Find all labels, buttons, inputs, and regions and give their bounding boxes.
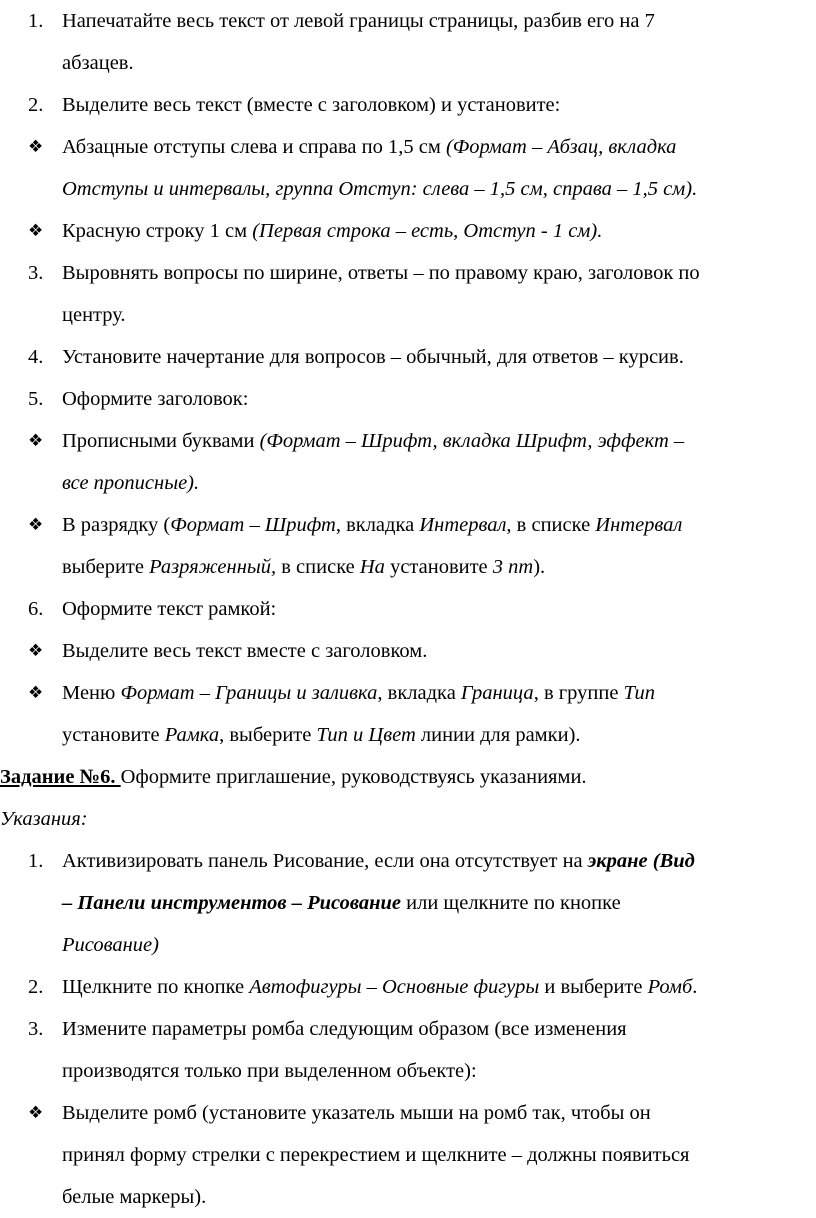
- text-run: Напечатайте весь текст от левой границы страницы, разбив его на 7: [62, 10, 655, 32]
- text-run: На: [359, 556, 385, 578]
- list-item-line: [62, 294, 126, 336]
- text-run: производятся только при выделенном объекте):: [62, 1060, 477, 1082]
- list-item-line: [62, 1176, 206, 1218]
- list-item-line: [62, 546, 545, 588]
- list-item-line: [62, 924, 159, 966]
- text-run: Интервал: [595, 514, 683, 536]
- text-run: все прописные).: [62, 472, 200, 494]
- text-run: Щелкните по кнопке: [62, 976, 250, 998]
- text-run: , вкладка: [377, 682, 461, 704]
- list-item-line: [62, 672, 655, 714]
- text-run: Оформите текст рамкой:: [62, 598, 277, 620]
- text-run: Тип: [623, 682, 655, 704]
- bullet-marker: ❖: [28, 1103, 44, 1123]
- list-number: 1.: [28, 850, 44, 872]
- text-run: принял форму стрелки с перекрестием и щелкните – должны появиться: [62, 1144, 690, 1166]
- list-item-line: [62, 378, 248, 420]
- instructions-label: Указания:: [0, 808, 88, 830]
- list-item-line: [62, 840, 695, 882]
- text-run: экране (Вид: [587, 850, 695, 872]
- text-run: Формат – Границы и заливка: [120, 682, 378, 704]
- bullet-marker: ❖: [28, 683, 44, 703]
- text-run: Отступы и интервалы, группа Отступ: слева – 1,5 см, справа – 1,5 см).: [62, 178, 698, 200]
- text-run: ).: [533, 556, 546, 578]
- list-number: 3.: [28, 1018, 44, 1040]
- list-item-line: [62, 1008, 627, 1050]
- list-number: 1.: [28, 10, 44, 32]
- text-run: Рисование): [62, 934, 159, 956]
- list-number: 2.: [28, 976, 44, 998]
- list-item-line: [62, 1134, 689, 1176]
- list-item-line: [62, 462, 199, 504]
- text-run: Измените параметры ромба следующим образом (все изменения: [62, 1018, 627, 1040]
- text-run: в списке: [276, 556, 360, 578]
- text-run: Тип и Цвет: [316, 724, 416, 746]
- text-run: Установите начертание для вопросов – обычный, для ответов – курсив.: [62, 346, 684, 368]
- text-run: 3 пт: [492, 556, 534, 578]
- list-number: 3.: [28, 262, 44, 284]
- list-item-line: [62, 630, 427, 672]
- text-run: Оформите заголовок:: [62, 388, 249, 410]
- text-run: , вкладка: [335, 514, 420, 536]
- text-run: Абзацные отступы слева и справа по 1,5 см: [62, 136, 446, 158]
- list-item-line: [62, 42, 134, 84]
- list-item-line: [62, 84, 560, 126]
- text-run: (Формат – Абзац, вкладка: [445, 136, 677, 158]
- text-run: Меню: [62, 682, 121, 704]
- text-run: Выровнять вопросы по ширине, ответы – по правому краю, заголовок по: [62, 262, 700, 284]
- bullet-marker: ❖: [28, 137, 44, 157]
- list-item-line: [62, 714, 581, 756]
- text-run: Выделите весь текст вместе с заголовком.: [62, 640, 428, 662]
- text-run: абзацев.: [62, 52, 134, 74]
- text-run: Формат – Шрифт: [170, 514, 336, 536]
- task-heading: [0, 756, 587, 798]
- task-heading-label: Задание №6.: [0, 766, 121, 788]
- text-run: Интервал: [419, 514, 507, 536]
- list-item-line: [62, 1050, 477, 1092]
- text-run: , в списке: [506, 514, 596, 536]
- text-run: В разрядку (: [62, 514, 171, 536]
- text-run: или щелкните по кнопке: [401, 892, 621, 914]
- text-run: Красную строку 1 см: [62, 220, 253, 242]
- list-number: 6.: [28, 598, 44, 620]
- text-run: Выделите весь текст (вместе с заголовком) и установите:: [62, 94, 561, 116]
- text-run: Активизировать панель Рисование, если она отсутствует на: [62, 850, 588, 872]
- text-run: установите: [384, 556, 493, 578]
- text-run: .: [692, 976, 698, 998]
- bullet-marker: ❖: [28, 431, 44, 451]
- list-item-line: [62, 420, 684, 462]
- text-run: Автофигуры – Основные фигуры: [249, 976, 540, 998]
- list-item-line: [62, 126, 676, 168]
- text-run: (Первая строка – есть, Отступ - 1 см).: [252, 220, 603, 242]
- list-item-line: [62, 1092, 651, 1134]
- text-run: Ромб: [647, 976, 693, 998]
- list-number: 2.: [28, 94, 44, 116]
- text-run: , в группе: [533, 682, 624, 704]
- text-run: Прописными буквами: [62, 430, 260, 452]
- list-item-line: [62, 588, 276, 630]
- text-run: Выделите ромб (установите указатель мыши на ромб так, чтобы он: [62, 1102, 651, 1124]
- text-run: белые маркеры).: [62, 1186, 207, 1208]
- list-item-line: [62, 504, 682, 546]
- text-run: – Панели инструментов – Рисование: [62, 892, 402, 914]
- text-run: выберите: [62, 556, 150, 578]
- list-item-line: [62, 168, 697, 210]
- list-number: 4.: [28, 346, 44, 368]
- list-item-line: [62, 336, 684, 378]
- list-item-line: [62, 210, 602, 252]
- text-run: центру.: [62, 304, 126, 326]
- text-run: Разряженный,: [149, 556, 277, 578]
- bullet-marker: ❖: [28, 641, 44, 661]
- list-number: 5.: [28, 388, 44, 410]
- text-run: линии для рамки).: [415, 724, 581, 746]
- list-item-line: [62, 252, 700, 294]
- list-item-line: [62, 882, 621, 924]
- text-run: установите: [62, 724, 165, 746]
- bullet-marker: ❖: [28, 221, 44, 241]
- bullet-marker: ❖: [28, 515, 44, 535]
- text-run: (Формат – Шрифт, вкладка Шрифт, эффект –: [259, 430, 685, 452]
- list-item-line: [62, 0, 655, 42]
- text-run: и выберите: [539, 976, 648, 998]
- text-run: , выберите: [219, 724, 317, 746]
- list-item-line: [62, 966, 697, 1008]
- text-run: Рамка: [164, 724, 220, 746]
- text-run: Граница: [460, 682, 534, 704]
- task-heading-text: Оформите приглашение, руководствуясь указаниями.: [120, 766, 587, 788]
